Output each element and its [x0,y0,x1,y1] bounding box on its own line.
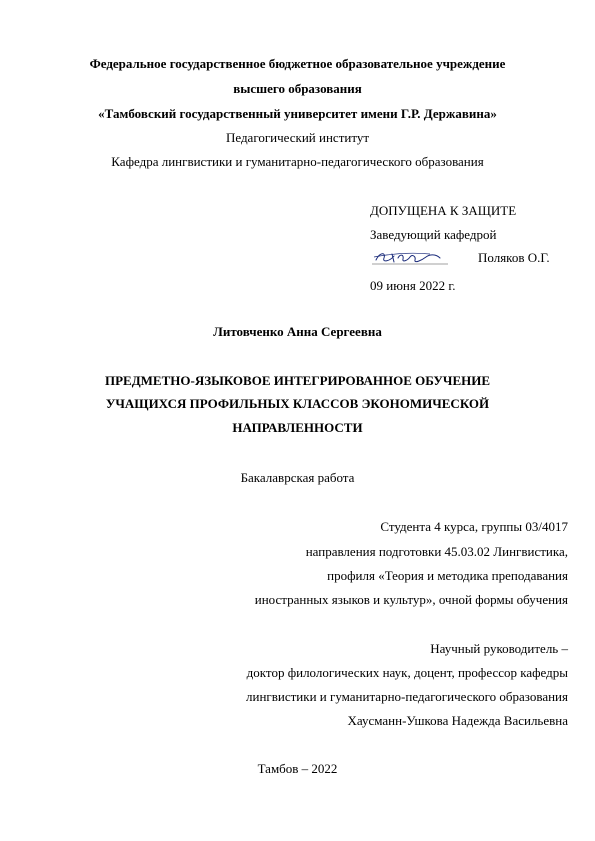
thesis-title-line2: УЧАЩИХСЯ ПРОФИЛЬНЫХ КЛАССОВ ЭКОНОМИЧЕСКОЙ [105,396,490,411]
student-direction: направления подготовки 45.03.02 Лингвистика, [305,544,568,559]
header-university: «Тамбовский государственный университет имени Г.Р. Державина» [98,106,497,121]
approval-status: ДОПУЩЕНА К ЗАЩИТЕ [370,203,517,218]
thesis-title-line3: НАПРАВЛЕННОСТИ [232,420,363,435]
approval-signer: Поляков О.Г. [478,250,550,265]
approval-role: Заведующий кафедрой [370,227,497,242]
header-organization: Федеральное государственное бюджетное образовательное учреждение [89,56,506,71]
signature-icon [370,248,450,270]
student-course: Студента 4 курса, группы 03/4017 [380,519,568,534]
header-institute: Педагогический институт [225,130,370,145]
work-type: Бакалаврская работа [240,470,355,485]
approval-date: 09 июня 2022 г. [370,278,456,293]
supervisor-label: Научный руководитель – [430,641,568,656]
supervisor-department: лингвистики и гуманитарно-педагогического образования [246,689,568,704]
header-department: Кафедра лингвистики и гуманитарно-педагогического образования [111,154,484,169]
thesis-title-line1: ПРЕДМЕТНО-ЯЗЫКОВОЕ ИНТЕГРИРОВАННОЕ ОБУЧЕНИЕ [104,373,491,388]
city-year: Тамбов – 2022 [257,761,338,776]
author-name: Литовченко Анна Сергеевна [213,324,382,339]
student-profile: профиля «Теория и методика преподавания [327,568,568,583]
supervisor-name: Хаусманн-Ушкова Надежда Васильевна [347,713,568,728]
header-education-level: высшего образования [233,81,362,96]
supervisor-degree: доктор филологических наук, доцент, профессор кафедры [246,665,568,680]
student-profile-cont: иностранных языков и культур», очной формы обучения [254,592,568,607]
